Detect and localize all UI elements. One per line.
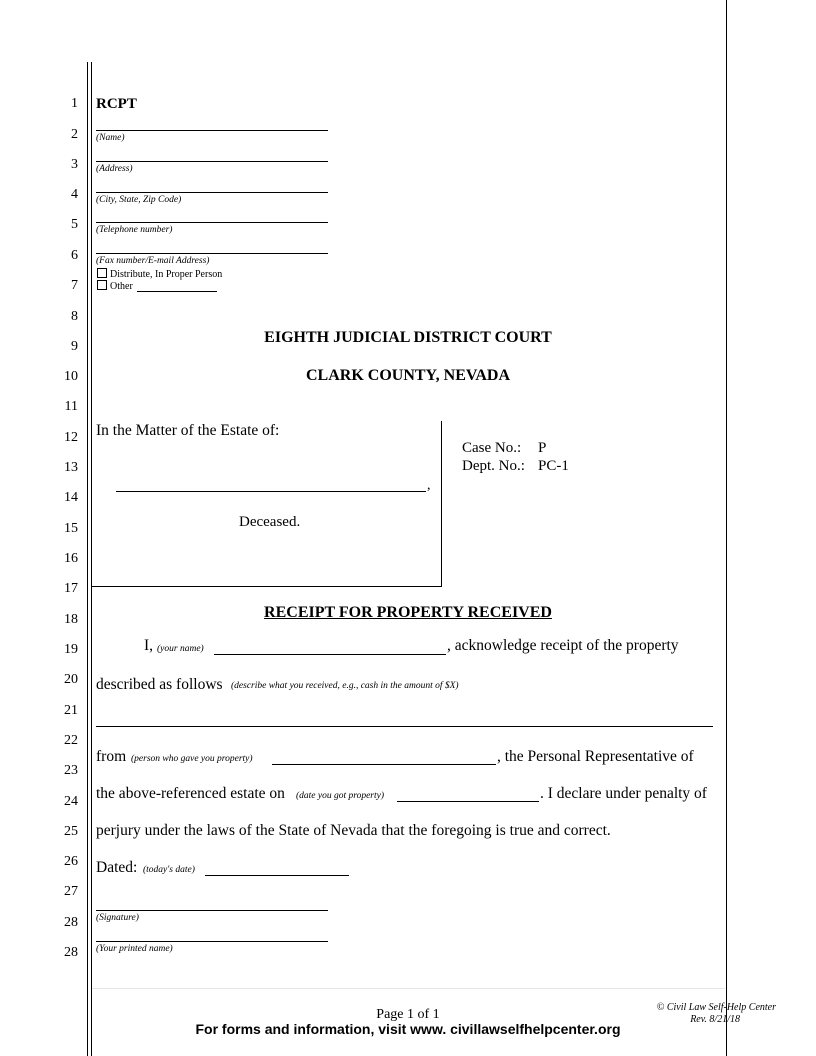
printed-name-line[interactable] (96, 941, 328, 942)
line-number: 28 (64, 915, 78, 930)
court-name: EIGHTH JUDICIAL DISTRICT COURT (264, 329, 552, 346)
estate-on-text: the above-referenced estate on (96, 785, 285, 802)
deceased-text: Deceased. (239, 514, 301, 530)
line-number: 9 (71, 339, 78, 354)
other-field-line[interactable] (137, 291, 217, 292)
dated-text: Dated: (96, 859, 138, 876)
revision-text: Rev. 8/21/18 (690, 1014, 740, 1025)
line-number: 28 (64, 945, 78, 960)
option-other-label: Other (110, 281, 133, 292)
phone-label: (Telephone number) (96, 225, 173, 235)
matter-text: In the Matter of the Estate of: (96, 422, 280, 439)
line-number: 3 (71, 157, 78, 172)
fax-label: (Fax number/E-mail Address) (96, 256, 210, 266)
line-number: 19 (64, 642, 78, 657)
acknowledge-text: , acknowledge receipt of the property (447, 637, 679, 654)
footer-info: For forms and information, visit www. civillawselfhelpcenter.org (195, 1021, 621, 1037)
caption-divider-horizontal (91, 586, 442, 587)
giver-name-line[interactable] (272, 764, 496, 765)
line-number: 6 (71, 248, 78, 263)
signature-label: (Signature) (96, 913, 139, 923)
your-name-line[interactable] (214, 654, 446, 655)
your-name-hint: (your name) (157, 644, 204, 654)
line-number: 2 (71, 127, 78, 142)
fax-field-line[interactable] (96, 253, 328, 254)
from-hint: (person who gave you property) (131, 754, 253, 764)
line-number: 15 (64, 521, 78, 536)
line-number: 4 (71, 187, 78, 202)
dept-number-label: Dept. No.: (462, 458, 525, 474)
line-number: 25 (64, 824, 78, 839)
i-text: I, (144, 637, 154, 654)
pr-text: , the Personal Representative of (497, 748, 694, 765)
line-number: 13 (64, 460, 78, 475)
name-label: (Name) (96, 133, 125, 143)
line-number: 12 (64, 430, 78, 445)
printed-name-label: (Your printed name) (96, 944, 173, 954)
line-number: 8 (71, 309, 78, 324)
declare-text: . I declare under penalty of (540, 785, 707, 802)
option-distributee-label: Distribute, In Proper Person (110, 269, 223, 280)
city-field-line[interactable] (96, 192, 328, 193)
name-field-line[interactable] (96, 130, 328, 131)
line-number: 20 (64, 672, 78, 687)
city-label: (City, State, Zip Code) (96, 195, 182, 205)
phone-field-line[interactable] (96, 222, 328, 223)
copyright-text: © Civil Law Self-Help Center (656, 1002, 776, 1013)
line-number: 24 (64, 794, 78, 809)
decedent-name-line[interactable] (116, 491, 426, 492)
dept-number-value: PC-1 (538, 458, 569, 474)
date-hint: (date you got property) (296, 791, 385, 801)
line-number: 11 (64, 399, 78, 414)
document-title: RECEIPT FOR PROPERTY RECEIVED (264, 604, 552, 621)
option-distributee[interactable] (97, 268, 222, 280)
signature-line[interactable] (96, 910, 328, 911)
line-number: 21 (64, 703, 78, 718)
described-text: described as follows (96, 676, 223, 693)
perjury-text: perjury under the laws of the State of Nevada that the foregoing is true and correct. (96, 822, 611, 839)
court-county: CLARK COUNTY, NEVADA (305, 367, 511, 384)
page-number: Page 1 of 1 (376, 1007, 440, 1022)
case-number-label: Case No.: (462, 440, 522, 456)
case-number-value: P (538, 440, 547, 456)
line-number: 18 (64, 612, 78, 627)
margin-rule-left-1 (87, 62, 88, 1056)
line-number: 27 (64, 884, 78, 899)
line-number: 10 (64, 369, 78, 384)
from-text: from (96, 748, 127, 765)
line-number: 22 (64, 733, 78, 748)
dated-hint: (today's date) (143, 865, 195, 875)
line-number: 14 (64, 490, 78, 505)
address-field-line[interactable] (96, 161, 328, 162)
margin-rule-right (726, 0, 727, 1056)
line-number: 5 (71, 217, 78, 232)
line-number: 26 (64, 854, 78, 869)
address-label: (Address) (96, 164, 133, 174)
line-number: 7 (71, 278, 78, 293)
line-number: 23 (64, 763, 78, 778)
described-hint: (describe what you received, e.g., cash in the amount of $X) (231, 681, 459, 691)
line-number: 17 (64, 581, 78, 596)
decedent-comma: , (427, 478, 431, 493)
checkbox-icon[interactable] (97, 280, 107, 290)
date-received-line[interactable] (397, 801, 539, 802)
line-number: 16 (64, 551, 78, 566)
property-description-line[interactable] (96, 726, 713, 727)
footer-divider (92, 988, 725, 989)
margin-rule-left-2 (91, 62, 92, 1056)
today-date-line[interactable] (205, 875, 349, 876)
form-code: RCPT (96, 96, 137, 112)
option-other[interactable] (97, 280, 133, 292)
line-number: 1 (71, 96, 78, 111)
caption-divider-vertical (441, 421, 442, 587)
checkbox-icon[interactable] (97, 268, 107, 278)
